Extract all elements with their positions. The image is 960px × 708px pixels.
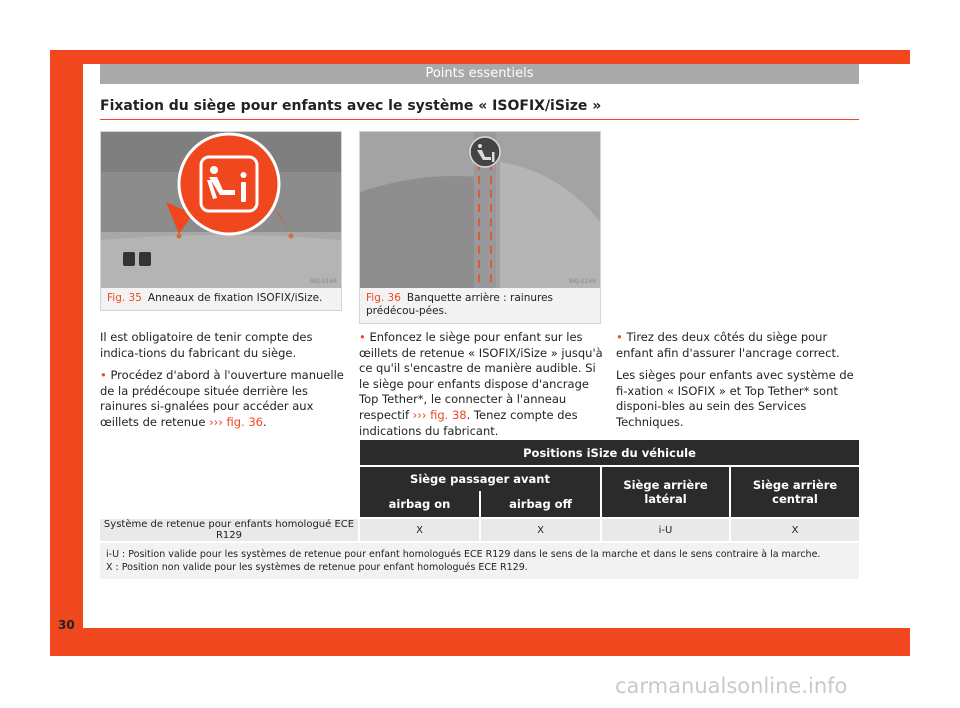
figure-35 (100, 131, 342, 311)
figure-caption (360, 288, 600, 323)
table-row (100, 519, 859, 541)
bullet: • (616, 330, 623, 344)
table-row-label: Système de retenue pour enfants homologué ECE R129 (100, 519, 358, 541)
paragraph: • Procédez d'abord à l'ouverture manuelle de la prédécoupe située derrière les rainures si-gnalées pour accéder aux œillets de retenue ››› fig. 36. (100, 368, 344, 429)
bullet: • (359, 330, 366, 344)
text-column-2 (359, 330, 603, 446)
table-cell: X (481, 519, 600, 541)
isize-positions-table (100, 440, 859, 579)
figure-35-image (101, 132, 341, 288)
paragraph: • Tirez des deux côtés du siège pour enfant afin d'assurer l'ancrage correct. (616, 330, 840, 360)
figure-36 (359, 131, 601, 324)
section-title: Fixation du siège pour enfants avec le système « ISOFIX/iSize » (100, 98, 859, 120)
table-note: X : Position non valide pour les systèmes de retenue pour enfant homologués ECE R129. (106, 562, 528, 573)
table-header-main: Positions iSize du véhicule (360, 440, 859, 465)
table-header-airbag-off: airbag off (481, 491, 600, 517)
table-note: i-U : Position valide pour les systèmes de retenue pour enfant homologués ECE R129 dans le sens de la marche et dans le sens contraire à la marche. (106, 549, 821, 560)
paragraph: Les sièges pour enfants avec système de fi-xation « ISOFIX » et Top Tether* sont disponi-bles au sein des Services Techniques. (616, 368, 854, 429)
seat-isofix-photo (101, 132, 341, 288)
table-header-airbag-on: airbag on (360, 491, 479, 517)
figure-reference-link[interactable]: ››› fig. 36 (209, 414, 264, 429)
figure-number: Fig. 35 (107, 292, 142, 304)
figure-caption-text: Banquette arrière : rainures prédécou-pées. (366, 292, 554, 317)
header-band: Points essentiels (100, 64, 859, 84)
text-column-1 (100, 330, 344, 438)
table-header-front: Siège passager avant (360, 467, 600, 491)
paragraph: • Enfoncez le siège pour enfant sur les œillets de retenue « ISOFIX/iSize » jusqu'à ce qu'il s'encastre de manière audible. Si le siège pour enfants dispose d'ancrage Top Tether*, le connecter à l'anneau respectif ››› fig. 38. Tenez compte des indications du fabricant. (359, 330, 603, 438)
figure-caption (101, 288, 341, 310)
table-header-rear-side: Siège arrière latéral (602, 467, 729, 517)
figure-number: Fig. 36 (366, 292, 401, 304)
page-number: 30 (58, 618, 75, 632)
figure-code: BKJ-0248 (568, 278, 596, 285)
watermark: carmanualsonline.info (615, 674, 848, 698)
figure-code: BKJ-0168 (309, 278, 337, 285)
paragraph: Il est obligatoire de tenir compte des indica-tions du fabricant du siège. (100, 330, 313, 360)
table-cell: X (731, 519, 859, 541)
rear-bench-photo (360, 132, 600, 288)
figure-36-image (360, 132, 600, 288)
table-header-rear-center: Siège arrière central (731, 467, 859, 517)
figure-reference-link[interactable]: ››› fig. 38 (412, 407, 467, 422)
text-column-3 (616, 330, 860, 438)
table-corner (100, 440, 358, 517)
table-cell: X (360, 519, 479, 541)
figure-caption-text: Anneaux de fixation ISOFIX/iSize. (147, 292, 323, 304)
bullet: • (100, 368, 107, 383)
table-notes (100, 543, 859, 579)
table-cell: i-U (602, 519, 729, 541)
